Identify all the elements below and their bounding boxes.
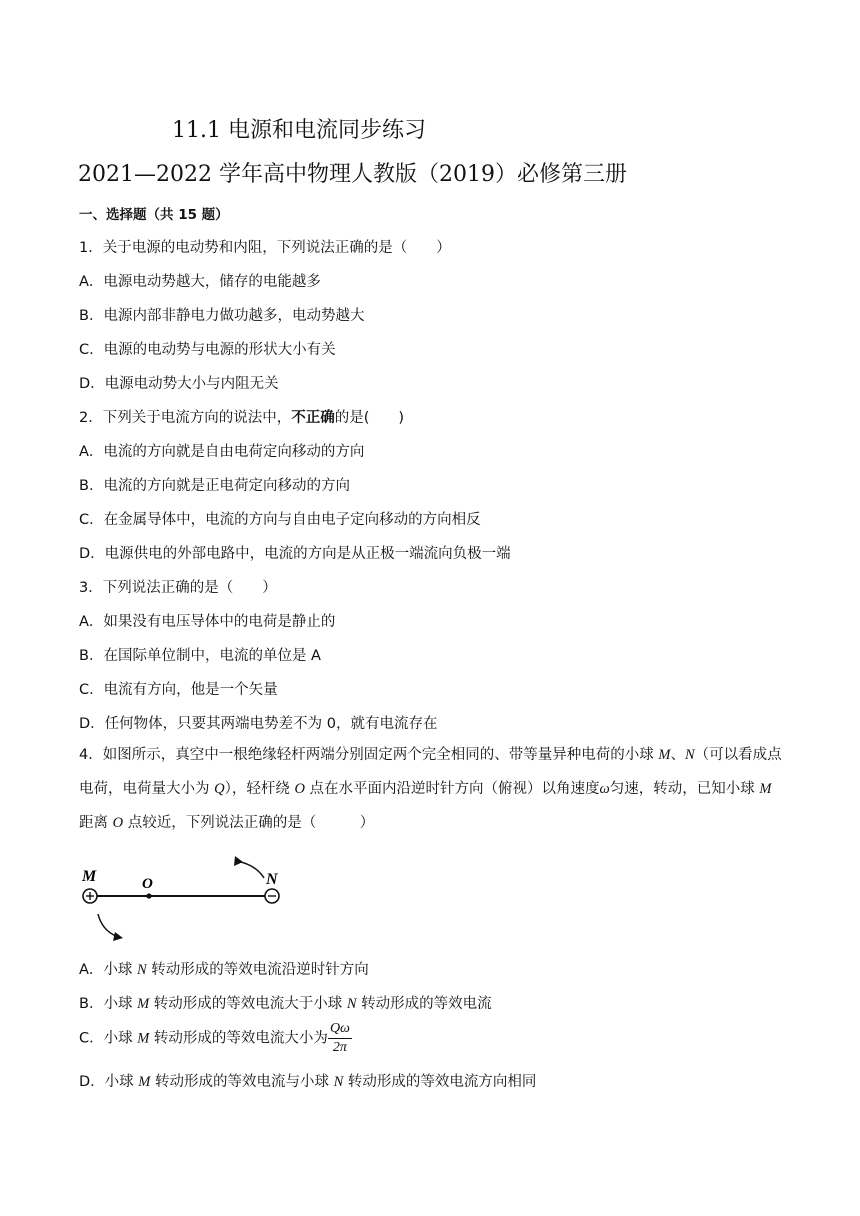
label-o: O (142, 876, 153, 892)
formula-numerator: Qω (328, 1020, 352, 1039)
q4-option-text: 转动形成的等效电流 (356, 996, 492, 1012)
q4-var-n: N (684, 747, 695, 763)
q4-option-a (79, 958, 369, 979)
q4-stem-text: 点较近，下列说法正确的是（ ） (123, 815, 375, 831)
q4-option-text: B．小球 (79, 996, 138, 1012)
rotation-arrow-icon (98, 914, 116, 936)
q4-var-n: N (346, 996, 357, 1012)
q4-option-b (79, 992, 492, 1013)
q1-stem: 1．关于电源的电动势和内阻，下列说法正确的是（ ） (79, 240, 451, 256)
q4-option-text: C．小球 (79, 1030, 138, 1047)
q4-var-o: O (294, 781, 305, 797)
q4-stem-text: 点在水平面内沿逆时针方向（俯视）以角速度 (304, 781, 600, 797)
q2-stem-suffix: 的是( ) (334, 410, 405, 426)
q4-var-o: O (112, 815, 124, 831)
q4-stem-text: （可以看成点电荷，电荷量大小为 (79, 747, 782, 797)
label-n: N (266, 871, 278, 888)
q2-stem-emphasis: 不正确 (291, 410, 335, 426)
q4-stem-text: 4．如图所示，真空中一根绝缘轻杆两端分别固定两个完全相同的、带等量异种电荷的小球 (79, 747, 659, 763)
current-formula (328, 1020, 352, 1057)
q3-option-a: A．如果没有电压导体中的电荷是静止的 (79, 614, 336, 630)
q4-var-m: M (658, 747, 671, 763)
pivot-point-o (146, 893, 151, 898)
q4-var-n: N (137, 962, 147, 978)
q2-option-c: C．在金属导体中，电流的方向与自由电子定向移动的方向相反 (79, 512, 481, 528)
q4-option-c (79, 1020, 352, 1057)
q4-option-d (79, 1070, 536, 1091)
q1-option-d: D．电源电动势大小与内阻无关 (79, 376, 279, 392)
q3-stem: 3．下列说法正确的是（ ） (79, 580, 277, 596)
q4-var-m: M (137, 996, 150, 1012)
q4-option-text: 转动形成的等效电流方向相同 (343, 1074, 537, 1090)
q4-var-m: M (137, 1030, 150, 1047)
q1-option-a: A．电源电动势越大，储存的电能越多 (79, 274, 321, 290)
q4-stem-text: ），轻杆绕 (224, 781, 295, 797)
q4-stem-text: 匀速，转动，已知小球 (609, 781, 760, 797)
q2-option-a: A．电流的方向就是自由电荷定向移动的方向 (79, 444, 365, 460)
q4-option-text: 转动形成的等效电流大于小球 (149, 996, 347, 1012)
formula-denominator: 2π (332, 1040, 347, 1055)
q2-option-b: B．电流的方向就是正电荷定向移动的方向 (79, 478, 350, 494)
q4-var-omega: ω (599, 781, 610, 797)
q4-option-text: D．小球 (79, 1074, 139, 1090)
q2-stem (79, 406, 404, 427)
q4-option-text: 转动形成的等效电流大小为 (149, 1030, 328, 1047)
q4-var-q: Q (214, 781, 225, 797)
rotating-rod-diagram (76, 852, 296, 944)
arrowhead-icon (234, 856, 243, 866)
q3-option-d: D．任何物体，只要其两端电势差不为 0，就有电流存在 (79, 716, 438, 732)
q4-option-text: A．小球 (79, 962, 138, 978)
q3-option-c: C．电流有方向，他是一个矢量 (79, 682, 278, 698)
q1-option-c: C．电源的电动势与电源的形状大小有关 (79, 342, 336, 358)
q4-var-m: M (138, 1074, 151, 1090)
label-m: M (82, 868, 97, 885)
section-heading: 一、选择题（共 15 题） (79, 207, 229, 223)
q2-stem-prefix: 2．下列关于电流方向的说法中， (79, 410, 292, 426)
q4-stem (79, 738, 785, 840)
q4-var-m: M (759, 781, 772, 797)
q4-option-text: 转动形成的等效电流与小球 (150, 1074, 334, 1090)
worksheet-title: 11.1 电源和电流同步练习 (172, 118, 426, 143)
q4-stem-text: 、 (670, 747, 685, 763)
q3-option-b: B．在国际单位制中，电流的单位是 A (79, 648, 321, 664)
q4-var-n: N (333, 1074, 344, 1090)
q4-stem-text: 距离 (79, 815, 113, 831)
arrowhead-icon (113, 932, 123, 941)
q4-option-text: 转动形成的等效电流沿逆时针方向 (146, 962, 369, 978)
q1-option-b: B．电源内部非静电力做功越多，电动势越大 (79, 308, 365, 324)
worksheet-subtitle: 2021—2022 学年高中物理人教版（2019）必修第三册 (78, 162, 627, 187)
rotation-arrow-icon (237, 861, 264, 878)
q2-option-d: D．电源供电的外部电路中，电流的方向是从正极一端流向负极一端 (79, 546, 511, 562)
